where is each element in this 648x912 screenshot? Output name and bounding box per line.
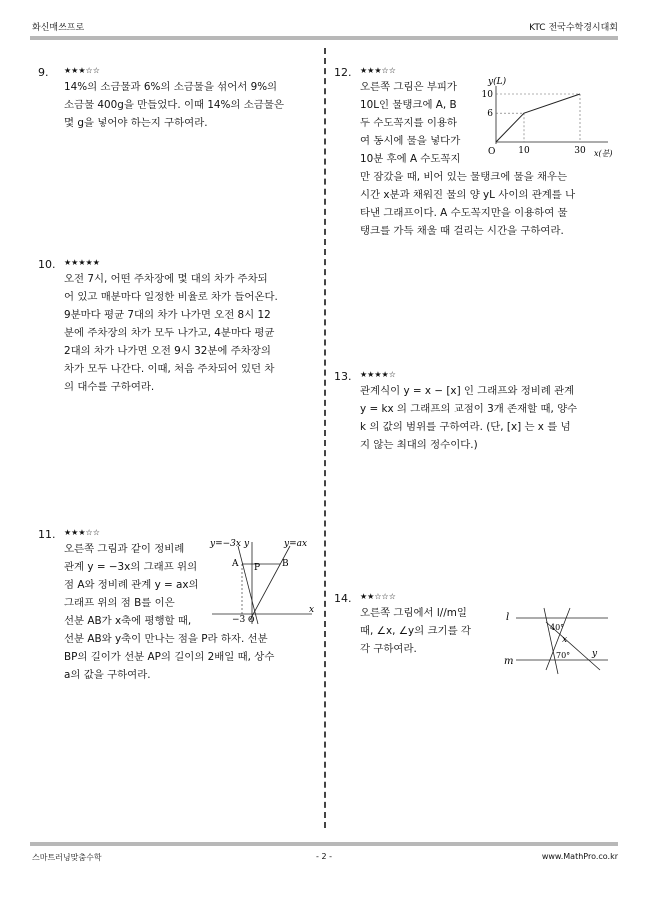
parallel-lines-figure <box>504 604 612 676</box>
x-tick-label: 30 <box>574 146 586 156</box>
text-line: 지 않는 최대의 정수이다.) <box>360 439 478 451</box>
text-line: 9분마다 평균 7대의 차가 나가면 오전 8시 12 <box>64 309 271 321</box>
footer-url[interactable]: www.MathPro.co.kr <box>541 852 618 861</box>
text-line: a의 값을 구하여라. <box>64 669 151 681</box>
angle-40-label: 40° <box>550 623 565 632</box>
label-y: y <box>244 539 250 549</box>
problem-text <box>360 382 614 454</box>
text-line: 10분 후에 A 수도꼭지 <box>360 153 461 165</box>
problem-number: 13. <box>334 370 352 383</box>
difficulty-stars: ★★★☆☆ <box>64 66 100 75</box>
text-line: 두 수도꼭지를 이용하 <box>360 117 457 129</box>
text-line: 시간 x분과 채워진 물의 양 yL 사이의 관계를 나 <box>360 189 576 201</box>
line-neg3x <box>238 546 261 624</box>
text-line: 타낸 그래프이다. A 수도꼭지만을 이용하여 물 <box>360 207 568 219</box>
text-line: 오전 7시, 어떤 주차장에 몇 대의 차가 주차되 <box>64 273 268 285</box>
origin-label: O <box>488 147 496 157</box>
angle-y-label: y <box>592 649 598 659</box>
problem-number: 14. <box>334 592 352 605</box>
problem-number: 9. <box>38 66 49 79</box>
text-line: 2대의 차가 나가면 오전 9시 32분에 주차장의 <box>64 345 271 357</box>
problem-text <box>64 270 314 396</box>
text-line: 관계 y = −3x의 그래프 위의 <box>64 561 198 573</box>
text-line: 의 대수를 구하여라. <box>64 381 155 393</box>
proportional-graph-figure <box>208 536 318 626</box>
difficulty-stars: ★★★☆☆ <box>64 528 100 537</box>
text-line: 관계식이 y = x − [x] 인 그래프와 정비례 관계 <box>360 385 575 397</box>
line-ax <box>250 546 290 620</box>
header-brand: 화신매쓰프로 <box>32 23 85 33</box>
label-ax: y=ax <box>284 539 308 549</box>
y-axis-label: y(L) <box>488 77 507 87</box>
text-line: 14%의 소금물과 6%의 소금물을 섞어서 9%의 <box>64 81 278 93</box>
text-line: 만 잠갔을 때, 비어 있는 물탱크에 물을 채우는 <box>360 171 568 183</box>
difficulty-stars: ★★☆☆☆ <box>360 592 396 601</box>
difficulty-stars: ★★★★★ <box>64 258 100 267</box>
difficulty-stars: ★★★☆☆ <box>360 66 396 75</box>
text-line: 여 동시에 물을 넣다가 <box>360 135 461 147</box>
angle-x-label: x <box>562 635 568 645</box>
header-rule <box>30 36 618 40</box>
water-series-line <box>496 94 580 142</box>
label-m: m <box>504 656 514 667</box>
label-b: B <box>282 559 289 569</box>
label-l: l <box>506 612 510 623</box>
water-tank-graph <box>474 72 614 164</box>
page-number: - 2 - <box>316 852 332 861</box>
label-minus3: −3 <box>232 615 246 625</box>
y-tick-label: 10 <box>481 90 493 100</box>
label-p: P <box>254 563 261 573</box>
text-line: 분에 주차장의 차가 모두 나가고, 4분마다 평균 <box>64 327 275 339</box>
text-line: k 의 값의 범위를 구하여라. (단, [x] 는 x 를 넘 <box>360 421 571 433</box>
text-line: 몇 g을 넣어야 하는지 구하여라. <box>64 117 208 129</box>
x-tick-label: 10 <box>518 146 530 156</box>
label-x: x <box>309 605 315 615</box>
text-line: y = kx 의 그래프의 교점이 3개 존재할 때, 양수 <box>360 403 578 415</box>
problem-text <box>64 78 314 132</box>
text-line: 탱크를 가득 채울 때 걸리는 시간을 구하여라. <box>360 225 564 237</box>
text-line: 점 A와 정비례 관계 y = ax의 <box>64 579 199 591</box>
label-origin: O <box>248 615 255 624</box>
text-line: BP의 길이가 선분 AP의 길이의 2배일 때, 상수 <box>64 651 275 663</box>
header-contest: KTC 전국수학경시대회 <box>529 23 618 33</box>
footer-rule <box>30 842 618 846</box>
text-line: 그래프 위의 점 B를 이은 <box>64 597 175 609</box>
text-line: 오른쪽 그림에서 l//m일 <box>360 607 467 619</box>
text-line: 10L인 물탱크에 A, B <box>360 99 457 111</box>
text-line: 차가 모두 나간다. 이때, 처음 주차되어 있던 차 <box>64 363 275 375</box>
y-tick-label: 6 <box>487 109 493 120</box>
text-line: 오른쪽 그림과 같이 정비례 <box>64 543 185 555</box>
text-line: 선분 AB가 x축에 평행할 때, <box>64 615 192 627</box>
text-line: 오른쪽 그림은 부피가 <box>360 81 457 93</box>
problem-number: 12. <box>334 66 352 79</box>
problem-number: 10. <box>38 258 56 271</box>
text-line: 어 있고 매분마다 일정한 비율로 차가 들어온다. <box>64 291 278 303</box>
label-a: A <box>232 559 239 569</box>
angle-70-label: 70° <box>556 651 571 660</box>
text-line: 선분 AB와 y축이 만나는 점을 P라 하자. 선분 <box>64 633 268 645</box>
footer-brand: 스마트러닝맞춤수학 <box>32 853 102 862</box>
text-line: 소금물 400g을 만들었다. 이때 14%의 소금물은 <box>64 99 284 111</box>
problem-number: 11. <box>38 528 56 541</box>
x-axis-label: x(분) <box>594 149 613 158</box>
problem-text <box>360 604 510 658</box>
column-divider <box>324 48 326 828</box>
text-line: 때, ∠x, ∠y의 크기를 각 <box>360 625 471 637</box>
difficulty-stars: ★★★★☆ <box>360 370 396 379</box>
label-neg3x: y=−3x <box>210 539 241 549</box>
text-line: 각 구하여라. <box>360 643 417 655</box>
